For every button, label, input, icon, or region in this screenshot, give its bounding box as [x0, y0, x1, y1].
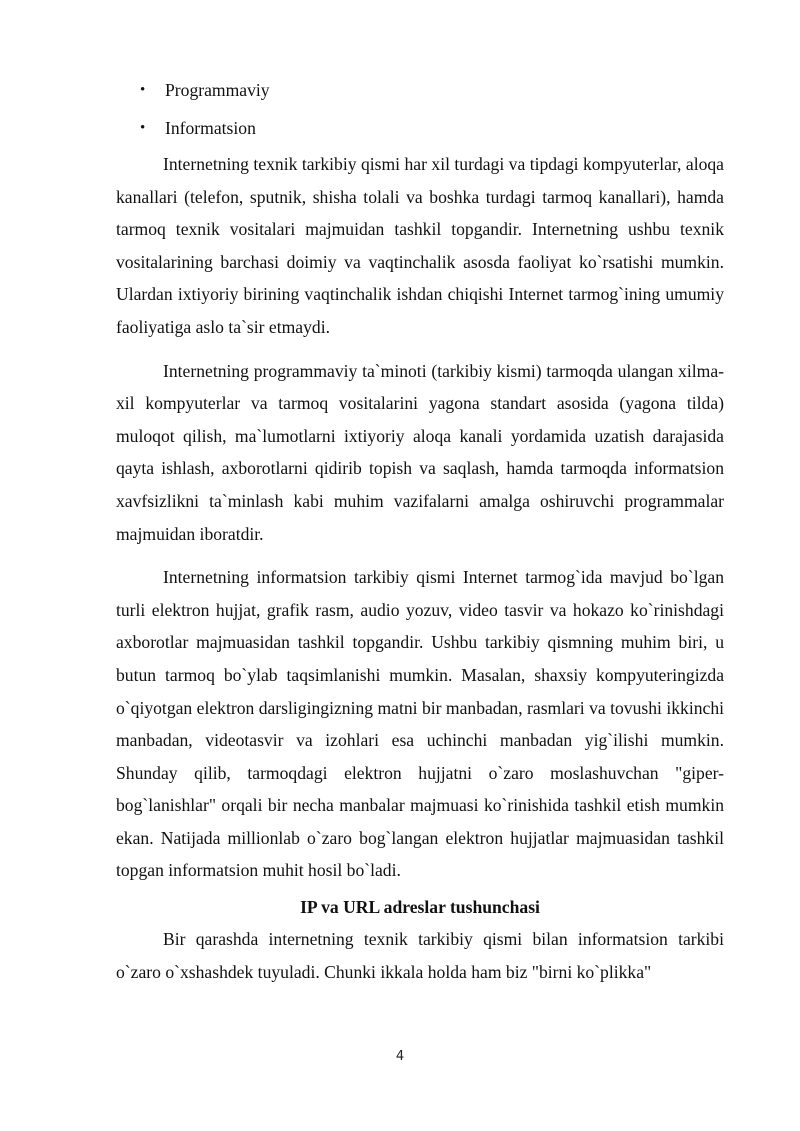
paragraph-technical-part: Internetning texnik tarkibiy qismi har xil turdagi va tipdagi kompyuterlar, aloqa kanallari (telefon, sputnik, shisha tolali va boshka turdagi tarmoq kanallari), hamda tarmoq texnik vositalari majmuidan tashkil topgandir. Internetning ushbu texnik vositalarining barchasi doimiy va vaqtinchalik asosda faoliyat ko`rsatishi mumkin. Ulardan ixtiyoriy birining vaqtinchalik ishdan chiqishi Internet tarmog`ining umumiy faoliyatiga aslo ta`sir etmaydi. [116, 154, 724, 337]
section-heading: IP va URL adreslar tushunchasi [300, 897, 540, 918]
paragraph-software-part: Internetning programmaviy ta`minoti (tarkibiy kismi) tarmoqda ulangan xilma-xil kompyuterlar va tarmoq vositalarini yagona standart asosida (yagona tilda) muloqot qilish, ma`lumotlarni ixtiyoriy aloqa kanali yordamida uzatish darajasida qayta ishlash, axborotlarni qidirib topish va saqlash, hamda tarmoqda informatsion xavfsizlikni ta`minlash kabi muhim vazifalarni amalga oshiruvchi programmalar majmuidan iboratdir. [116, 360, 724, 544]
bullet-text-programmaviy: Programmaviy [165, 80, 270, 100]
paragraph-information-part: Internetning informatsion tarkibiy qismi Internet tarmog`ida mavjud bo`lgan turli elektron hujjat, grafik rasm, audio yozuv, video tasvir va hokazo ko`rinishdagi axborotlar majmuasidan tashkil topgandir. Ushbu tarkibiy qismning muhim biri, u butun tarmoq bo`ylab taqsimlanishi mumkin. Masalan, shaxsiy kompyuteringizda o`qiyotgan elektron darsligingizning matni bir manbadan, rasmlari va tovushi ikkinchi manbadan, videotasvir va izohlari esa uchinchi manbadan yig`ilishi mumkin. Shunday qilib, tarmoqdagi elektron hujjatni o`zaro moslashuvchan "giper-bog`lanishlar" orqali bir necha manbalar majmuasi ko`rinishida tashkil etish mumkin ekan. Natijada millionlab o`zaro bog`langan elektron hujjatlar majmuasidan tashkil topgan informatsion muhit hosil bo`ladi. [116, 567, 724, 881]
bullet-list [116, 73, 724, 148]
bullet-icon: • [140, 82, 146, 98]
bullet-text-informatsion: Informatsion [165, 117, 256, 138]
paragraph-section-intro: Bir qarashda internetning texnik tarkibiy qismi bilan informatsion tarkibi o`zaro o`xshashdek tuyuladi. Chunki ikkala holda ham biz "birni ko`plikka" [116, 929, 724, 982]
list-item [116, 111, 724, 149]
page-content [116, 73, 724, 988]
bullet-icon: • [140, 119, 146, 136]
page-number: 4 [395, 1049, 405, 1064]
list-item [116, 73, 724, 111]
